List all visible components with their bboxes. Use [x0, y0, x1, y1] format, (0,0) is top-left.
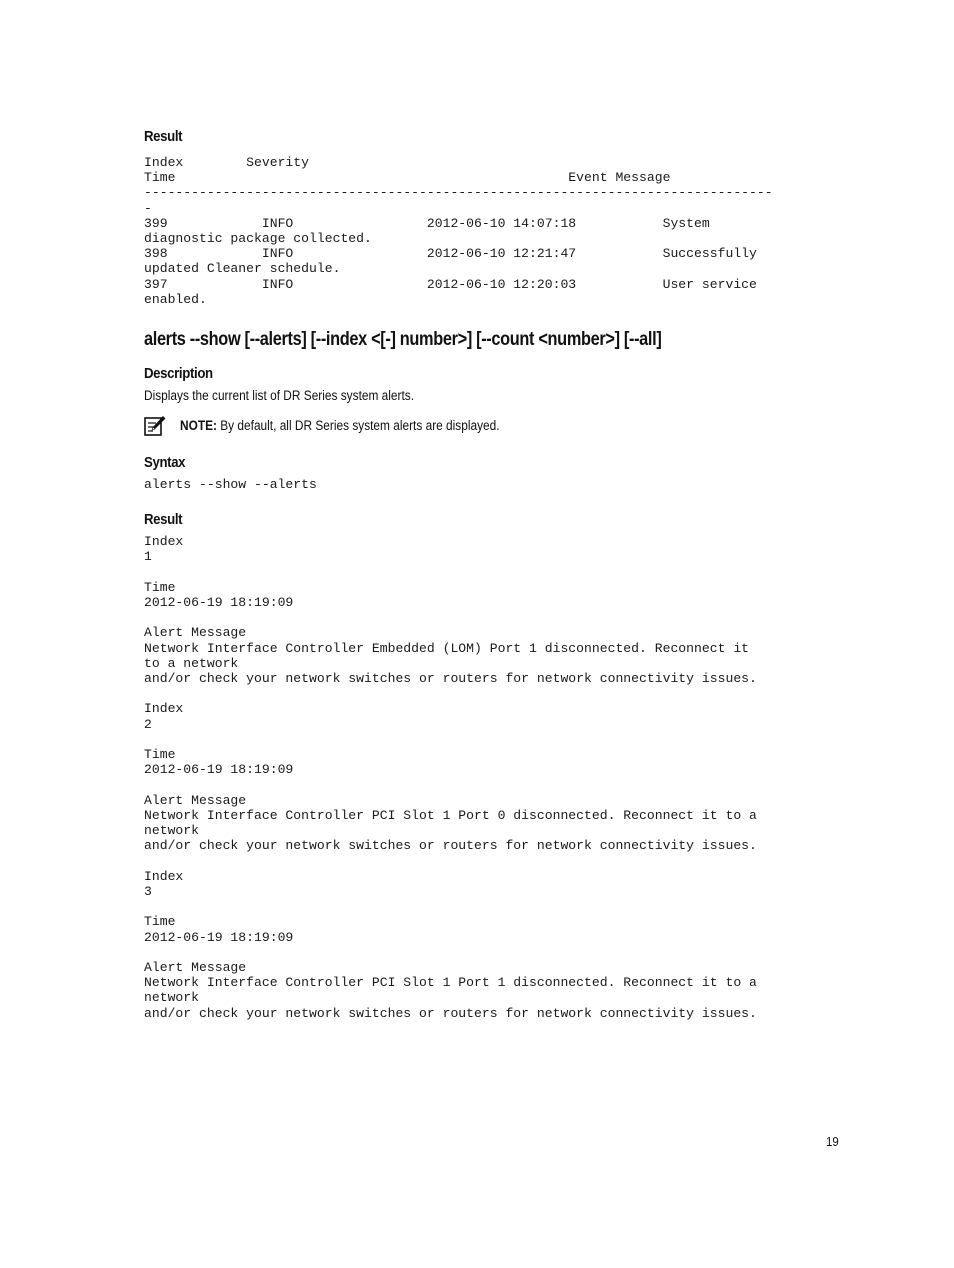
document-page — [144, 128, 844, 1021]
result-code-block-1: Index Severity Time Event Message -------------------------------------------------------------------------------- - 399 INFO 2012-06-10 14:07:18 System diagnostic package collected. 398 INFO 2012-06-10 12:21:47 Successfully updated Cleaner schedule. 397 INFO 2012-06-10 12:20:03 User service enabled. — [144, 155, 773, 307]
description-text: Displays the current list of DR Series system alerts. — [144, 388, 415, 404]
note-box — [144, 415, 844, 437]
result-heading-1: Result — [144, 128, 183, 145]
syntax-heading: Syntax — [144, 454, 186, 472]
description-heading: Description — [144, 365, 213, 383]
note-text — [180, 418, 500, 434]
syntax-code: alerts --show --alerts — [144, 477, 317, 493]
note-label: NOTE: — [180, 418, 217, 434]
result-code-block-2: Index 1 Time 2012-06-19 18:19:09 Alert Message Network Interface Controller Embedded (LOM) Port 1 disconnected. Reconnect it to a network and/or check your network switches or routers for network connectivity issues. Index 2 Time 2012-06-19 18:19:09 Alert Message Network Interface Controller PCI Slot 1 Port 0 disconnected. Reconnect it to a network and/or check your network switches or routers for network connectivity issues. Index 3 Time 2012-06-19 18:19:09 Alert Message Network Interface Controller PCI Slot 1 Port 1 disconnected. Reconnect it to a network and/or check your network switches or routers for network connectivity issues. — [144, 534, 757, 1021]
note-body: By default, all DR Series system alerts are displayed. — [216, 418, 500, 434]
page-number: 19 — [826, 1134, 839, 1149]
result-heading-2: Result — [144, 511, 183, 529]
pencil-note-icon — [144, 415, 166, 437]
command-heading: alerts --show [--alerts] [--index <[-] number>] [--count <number>] [--all] — [144, 329, 662, 351]
